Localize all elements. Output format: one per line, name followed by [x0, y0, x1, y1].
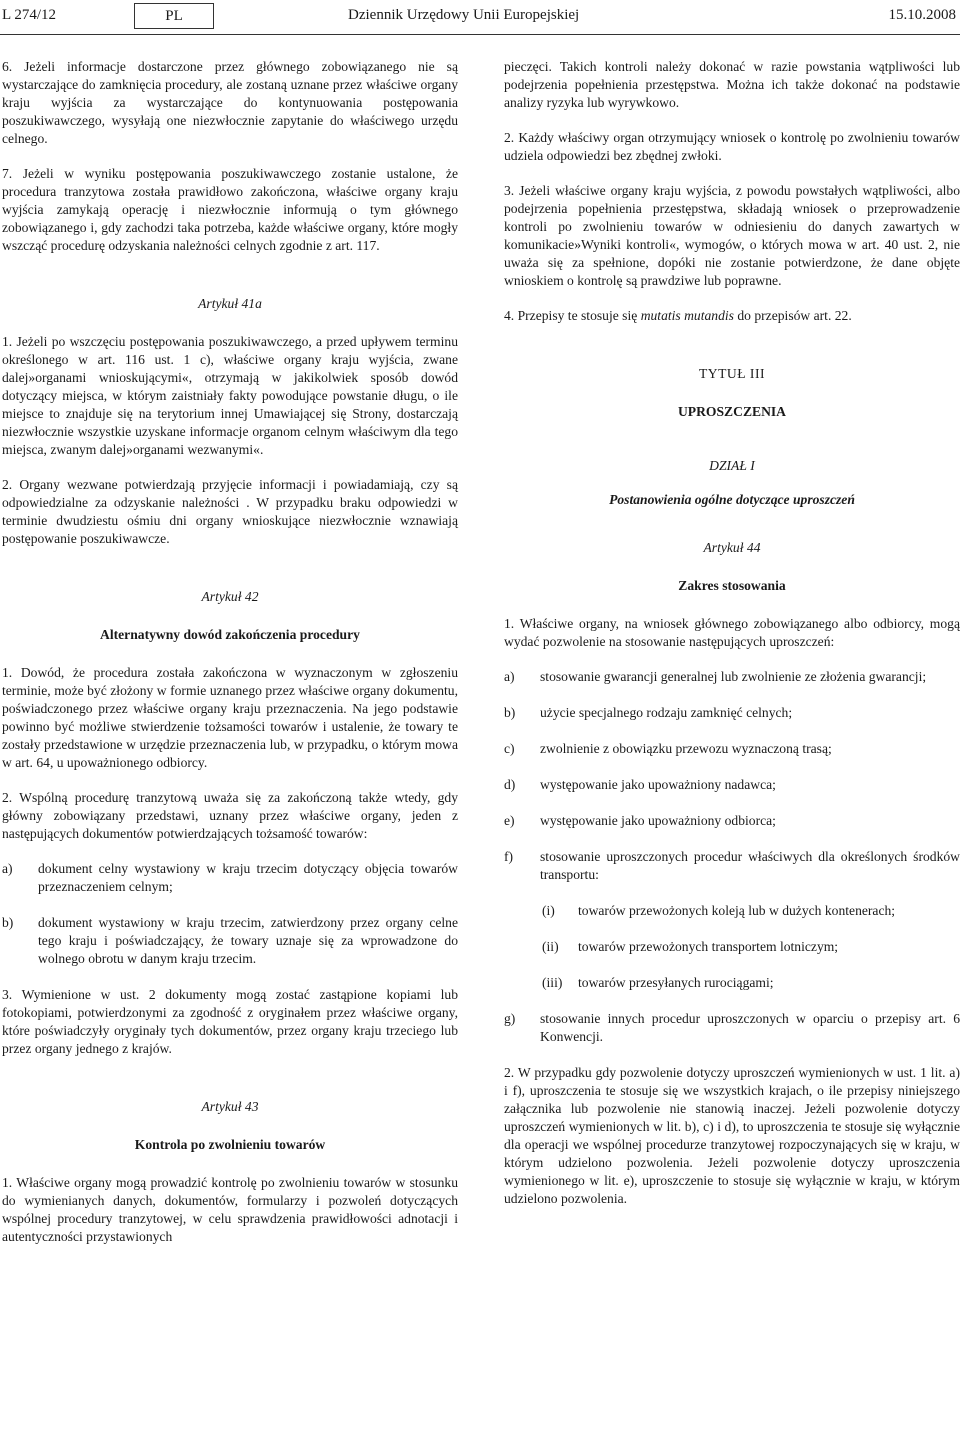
list-item-label: b)	[2, 915, 14, 930]
journal-title: Dziennik Urzędowy Unii Europejskiej	[348, 7, 580, 23]
sub-list-item	[542, 974, 960, 992]
title-heading: TYTUŁ III	[698, 366, 766, 381]
list-item-label: e)	[504, 813, 515, 828]
sub-list-item	[542, 938, 960, 956]
article-42-paragraph-2: 2. Wspólną procedurę tranzytową uważa się za zakończoną także wtedy, gdy główny zobowiązany przedstawi, uznany przez właściwe organy, jeden z następujących dokumentów potwierdzających tożsamość towarów:	[2, 790, 458, 841]
list-item-label: a)	[504, 669, 515, 684]
list-item-label: f)	[504, 849, 514, 864]
paragraph-7: 7. Jeżeli w wyniku postępowania poszukiwawczego zostanie ustalone, że procedura tranzytowa została prawidłowo zakończona, właściwe organy kraju wyjścia zamykają operację i niezwłocznie informują o tym głównego zobowiązanego i, gdy zachodzi taka potrzeba, każde właściwe organy, które mogły wszcząć procedurę odzyskania należności celnych zgodnie z art. 117.	[2, 166, 458, 253]
page-reference: L 274/12	[2, 7, 57, 23]
paragraph-6: 6. Jeżeli informacje dostarczone przez głównego zobowiązanego nie są wystarczające do zamknięcia procedury, ale zostaną uznane przez właściwe organy kraju wyjścia za wystarczające do kontynuowania postępowania poszukiwawczego, wysyłają one niezwłocznie zapytanie do właściwego urzędu celnego.	[2, 59, 458, 146]
language-box: PL	[134, 3, 214, 29]
chapter-heading: DZIAŁ I	[709, 458, 755, 473]
right-column	[504, 58, 960, 1225]
list-item	[504, 1010, 960, 1046]
list-item-text: zwolnienie z obowiązku przewozu wyznaczoną trasą;	[540, 741, 832, 756]
sub-list-item-text: towarów przewożonych transportem lotniczym;	[578, 939, 839, 954]
article-41a-paragraph-2: 2. Organy wezwane potwierdzają przyjęcie informacji i powiadamiają, czy są odpowiedzialne za odzyskanie należności . W przypadku braku odpowiedzi w terminie dwudziestu ośmiu dni organy wnioskujące niezwłocznie wznawiają postępowanie poszukiwawcze.	[2, 477, 458, 546]
sub-list-item-text: towarów przewożonych koleją lub w dużych kontenerach;	[578, 903, 896, 918]
title-name: UPROSZCZENIA	[677, 404, 786, 419]
list-item-label: c)	[504, 741, 515, 756]
list-item-text: występowanie jako upoważniony nadawca;	[540, 777, 776, 792]
article-43-paragraph-3: 3. Jeżeli właściwe organy kraju wyjścia, z powodu powstałych wątpliwości, albo podejrzenia popełnienia przestępstwa, składają wniosek o przeprowadzenie kontroli po zwolnieniu towarów w odniesieniu do danych zawartych w komunikacie»Wyniki kontroli«, wymogów, o których mowa w art. 40 ust. 2, nie uważa się za spełnione, dopóki nie zostanie potwierdzone, że dane objęte wnioskiem o kontrolę są prawdziwe lub poprawne.	[504, 183, 960, 288]
article-43-paragraph-4	[504, 307, 960, 325]
article-43-title: Kontrola po zwolnieniu towarów	[134, 1137, 326, 1152]
list-item-text: stosowanie uproszczonych procedur właściwych dla określonych środków transportu:	[540, 849, 960, 882]
paragraph-4-end: do przepisów art. 22.	[733, 308, 852, 323]
sub-list-item-label: (ii)	[542, 939, 559, 954]
article-42-list	[2, 860, 458, 968]
list-item-text: użycie specjalnego rodzaju zamknięć celnych;	[540, 705, 793, 720]
article-42-number: Artykuł 42	[201, 589, 259, 604]
list-item-text: dokument celny wystawiony w kraju trzecim dotyczący objęcia towarów przeznaczeniem celnym;	[38, 861, 458, 894]
chapter-title: Postanowienia ogólne dotyczące uproszczeń	[609, 492, 855, 507]
sub-list-item-label: (iii)	[542, 975, 563, 990]
list-item-label: g)	[504, 1011, 516, 1026]
list-item-text: stosowanie gwarancji generalnej lub zwolnienie ze złożenia gwarancji;	[540, 669, 927, 684]
list-item	[504, 776, 960, 794]
article-43-paragraph-1: 1. Właściwe organy mogą prowadzić kontrolę po zwolnieniu towarów w stosunku do wymienianych danych, dokumentów, formularzy i pozwoleń dotyczących wspólnej procedury tranzytowej, w celu sprawdzenia prawidłowości adnotacji i autentyczności przystawionych	[2, 1175, 458, 1244]
article-44-paragraph-2: 2. W przypadku gdy pozwolenie dotyczy uproszczeń wymienionych w ust. 1 lit. a) i f), uproszczenia te stosuje się we wszystkich krajach, o ile przepisy niniejszego załącznika lub pozwolenie nie stanowią inaczej. Jeżeli pozwolenie dotyczy uproszczeń wymienionych w lit. b), c) i d), to uproszczenia te stosuje się wyłącznie dla operacji we wspólnej procedurze tranzytowej rozpoczynających się w kraju, w którym udzielono pozwolenia. Jeżeli pozwolenie dotyczy uproszczenia wymienionego w lit. e), uproszczenie to stosuje się wyłącznie w kraju, w którym udzielono pozwolenia.	[504, 1065, 960, 1206]
article-44-list	[504, 668, 960, 1046]
list-item-text: dokument wystawiony w kraju trzecim, zatwierdzony przez organy celne tego kraju i poświadczający, że towary uznaje się za wprowadzone do wolnego obrotu w danym kraju trzecim.	[38, 915, 458, 966]
list-item-label: a)	[2, 861, 13, 876]
article-41a-number: Artykuł 41a	[198, 296, 262, 311]
list-item-text: stosowanie innych procedur uproszczonych w oparciu o przepisy art. 6 Konwencji.	[540, 1011, 960, 1044]
article-42-paragraph-1: 1. Dowód, że procedura została zakończona w wyznaczonym w zgłoszeniu terminie, może być złożony w formie uznanego przez właściwe organy dokumentu, poświadczonego przez właściwe organy kraju przeznaczenia. Na jego podstawie powinno być możliwe stwierdzenie tożsamości towarów i ustalenie, że towary te zostały przedstawione w urzędzie przeznaczenia lub, w przypadku, o którym mowa w art. 64, u upoważnionego odbiorcy.	[2, 665, 458, 770]
paragraph-4-start: 4. Przepisy te stosuje się	[504, 308, 641, 323]
list-item	[504, 740, 960, 758]
list-item	[504, 848, 960, 884]
sub-list-item-label: (i)	[542, 903, 555, 918]
publication-date: 15.10.2008	[888, 7, 956, 23]
article-42-paragraph-3: 3. Wymienione w ust. 2 dokumenty mogą zostać zastąpione kopiami lub fotokopiami, potwierdzonymi za zgodność z oryginałem przez właściwe organy, które poświadczyły oryginały tych dokumentów, przez organy kraju trzeciego lub przez organy jednego z krajów.	[2, 987, 458, 1056]
sub-list-item-text: towarów przesyłanych rurociągami;	[578, 975, 774, 990]
article-44-paragraph-1: 1. Właściwe organy, na wniosek głównego zobowiązanego albo odbiorcy, mogą wydać pozwolenie na stosowanie następujących uproszczeń:	[504, 616, 960, 649]
list-item	[504, 704, 960, 722]
page-header	[0, 0, 960, 35]
list-item-label: d)	[504, 777, 516, 792]
article-43-paragraph-2: 2. Każdy właściwy organ otrzymujący wniosek o kontrolę po zwolnieniu towarów udziela odpowiedzi bez zbędnej zwłoki.	[504, 130, 960, 163]
list-item	[2, 860, 458, 896]
list-item-text: występowanie jako upoważniony odbiorca;	[540, 813, 776, 828]
article-42-title: Alternatywny dowód zakończenia procedury	[100, 627, 360, 642]
article-44-title: Zakres stosowania	[678, 578, 786, 593]
sub-list-item	[542, 902, 960, 920]
article-43-number: Artykuł 43	[201, 1099, 259, 1114]
paragraph-4-latin: mutatis mutandis	[640, 308, 734, 323]
list-item	[2, 914, 458, 968]
article-44-number: Artykuł 44	[703, 540, 761, 555]
list-item-label: b)	[504, 705, 516, 720]
left-column	[2, 58, 458, 1263]
list-item	[504, 812, 960, 830]
article-41a-paragraph-1: 1. Jeżeli po wszczęciu postępowania poszukiwawczego, a przed upływem terminu określonego w art. 116 ust. 1 c), właściwe organy kraju wyjścia, zwane dalej»organami wnioskującymi«, otrzymają w jakikolwiek sposób dowód dotyczący miejsca, w którym zaistniały fakty powodujące powstanie długu, o ile miejsce to znajduje się na terytorium innej Umawiającej się Strony, dostarczają niezwłocznie wszystkie uzyskane informacje organom celnym właściwym dla tego miejsca, zwanym dalej»organami wezwanymi«.	[2, 334, 458, 457]
list-item	[504, 668, 960, 686]
continued-paragraph: pieczęci. Takich kontroli należy dokonać w razie powstania wątpliwości lub podejrzenia popełnienia przestępstwa. Można ich także dokonać na podstawie analizy ryzyka lub wyrywkowo.	[504, 59, 960, 110]
